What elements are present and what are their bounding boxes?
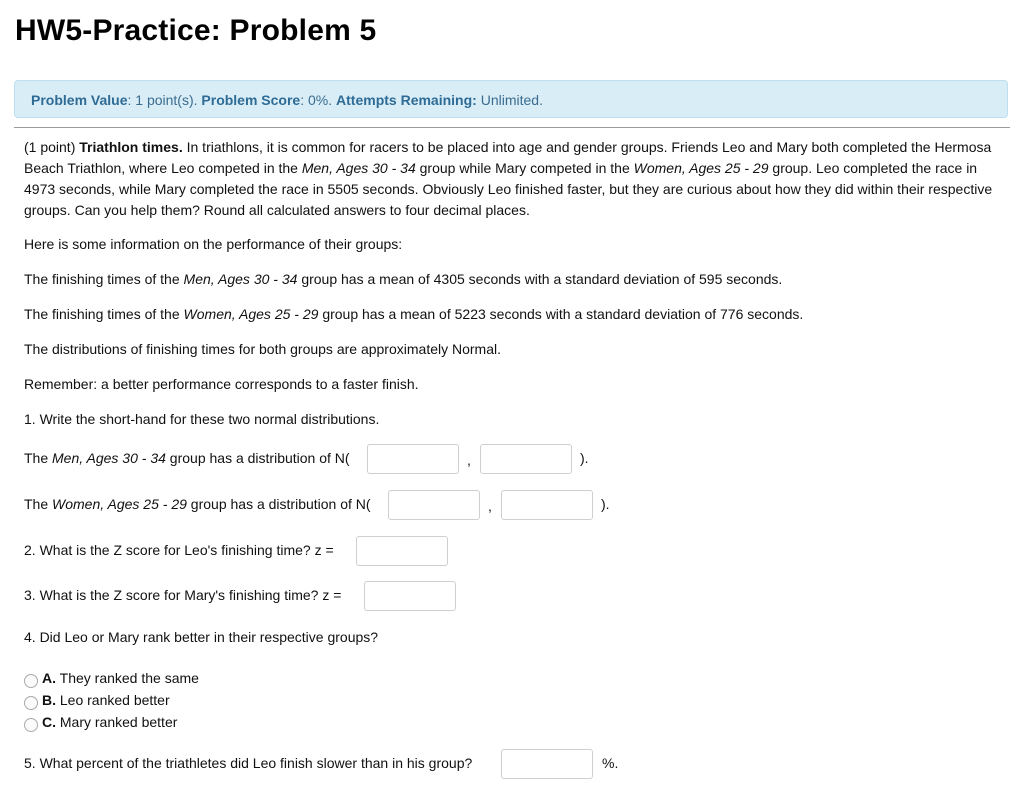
q1-women-text: The Women, Ages 25 - 29 group has a distribution of N( <box>24 496 371 512</box>
problem-score: 0%. <box>308 92 333 108</box>
problem-value-label: Problem Value <box>31 92 128 108</box>
option-a-label[interactable]: A. They ranked the same <box>42 670 199 686</box>
problem-topic: Triathlon times. <box>79 139 183 155</box>
women-sd-input[interactable] <box>501 490 593 520</box>
normal-note: The distributions of finishing times for both groups are approximately Normal. <box>24 341 501 357</box>
question-5: 5. What percent of the triathletes did Leo finish slower than in his group? <box>24 755 473 771</box>
info-intro: Here is some information on the performance of their groups: <box>24 236 403 252</box>
question-2: 2. What is the Z score for Leo's finishing time? z = <box>24 542 334 558</box>
women-stats: The finishing times of the Women, Ages 25 - 29 group has a mean of 5223 seconds with a standard deviation of 776 seconds. <box>24 306 804 322</box>
men-stats: The finishing times of the Men, Ages 30 - 34 group has a mean of 4305 seconds with a standard deviation of 595 seconds. <box>24 271 783 287</box>
men-mean-input[interactable] <box>367 444 459 474</box>
option-c-label[interactable]: C. Mary ranked better <box>42 714 178 730</box>
page-title: HW5-Practice: Problem 5 <box>15 14 377 47</box>
points-label: (1 point) <box>24 139 76 155</box>
attempts-label: Attempts Remaining: <box>336 92 477 108</box>
problem-info-box: Problem Value: 1 point(s). Problem Score: 0%. Attempts Remaining: Unlimited. <box>14 80 1008 118</box>
z-mary-input[interactable] <box>364 581 456 611</box>
question-1: 1. Write the short-hand for these two normal distributions. <box>24 411 380 427</box>
radio-option-c[interactable] <box>24 718 38 732</box>
percent-input[interactable] <box>501 749 593 779</box>
men-close-paren: ). <box>580 450 589 466</box>
q1-men-text: The Men, Ages 30 - 34 group has a distribution of N( <box>24 450 350 466</box>
women-mean-input[interactable] <box>388 490 480 520</box>
radio-option-a[interactable] <box>24 674 38 688</box>
z-leo-input[interactable] <box>356 536 448 566</box>
percent-unit: %. <box>602 755 619 771</box>
women-comma: , <box>488 498 492 514</box>
divider <box>14 127 1010 128</box>
women-close-paren: ). <box>601 496 610 512</box>
question-4: 4. Did Leo or Mary rank better in their respective groups? <box>24 629 379 645</box>
problem-intro: (1 point) Triathlon times. In triathlons, it is common for racers to be placed into age and gender groups. Friends Leo and Mary both completed the Hermosa Beach Triathlon, where Leo competed in the Men, Ages 30 - 34 group while Mary competed in the Women, Ages 25 - 29 group. Leo completed the race in 4973 seconds, while Mary completed the race in 5505 seconds. Obviously Leo finished faster, but they are curious about how they did within their respective groups. Can you help them? Round all calculated answers to four decimal places. <box>24 139 993 218</box>
radio-option-b[interactable] <box>24 696 38 710</box>
problem-value: 1 point(s). <box>135 92 198 108</box>
remember-note: Remember: a better performance corresponds to a faster finish. <box>24 376 419 392</box>
men-sd-input[interactable] <box>480 444 572 474</box>
question-3: 3. What is the Z score for Mary's finishing time? z = <box>24 587 342 603</box>
attempts-value: Unlimited. <box>480 92 543 108</box>
problem-score-label: Problem Score <box>201 92 301 108</box>
option-b-label[interactable]: B. Leo ranked better <box>42 692 170 708</box>
men-comma: , <box>467 452 471 468</box>
